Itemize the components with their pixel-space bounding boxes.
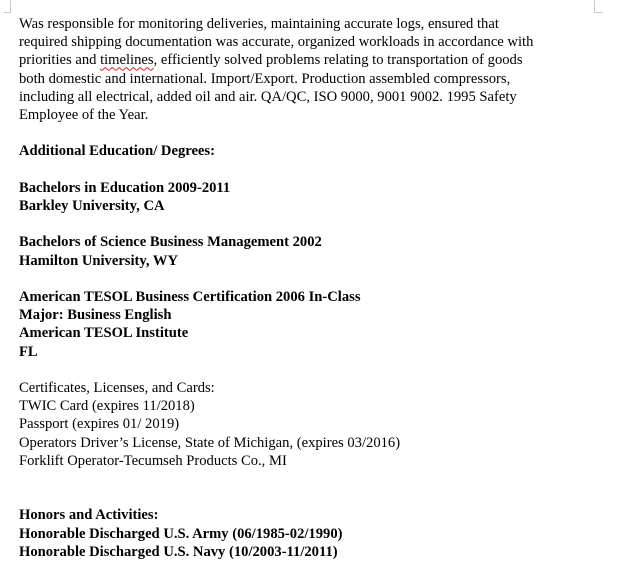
certificate-item: TWIC Card (expires 11/2018) — [19, 398, 195, 415]
page-corner-mark-left — [4, 0, 11, 13]
certification-title: American TESOL Business Certification 2006 In-Class — [19, 288, 361, 305]
honors-heading: Honors and Activities: — [19, 507, 159, 524]
degree-school: Hamilton University, WY — [19, 252, 179, 269]
experience-line: required shipping documentation was accurate, organized workloads in accordance with — [19, 34, 534, 51]
spelling-flagged-word[interactable]: timelines — [100, 52, 154, 69]
experience-line: both domestic and international. Import/Export. Production assembled compressors, — [19, 70, 511, 87]
degree-school: Barkley University, CA — [19, 198, 165, 214]
page-corner-mark-right — [594, 0, 603, 13]
blank-line — [19, 124, 619, 142]
certification-state: FL — [19, 343, 38, 360]
experience-line: including all electrical, added oil and air. QA/QC, ISO 9000, 9001 9002. 1995 Safety — [19, 88, 517, 105]
certificate-item: Passport (expires 01/ 2019) — [19, 416, 180, 433]
experience-line-suffix: , efficiently solved problems relating to transportation of goods — [153, 52, 523, 69]
education-heading: Additional Education/ Degrees: — [19, 143, 215, 160]
blank-line — [19, 270, 619, 288]
certificate-item: Forklift Operator-Tecumseh Products Co., MI — [19, 452, 287, 469]
certification-institute: American TESOL Institute — [19, 325, 189, 342]
experience-line: Was responsible for monitoring deliveries, maintaining accurate logs, ensured that — [19, 16, 499, 32]
blank-lines — [19, 470, 619, 506]
honor-item: Honorable Discharged U.S. Army (06/1985-02/1990) — [19, 525, 343, 542]
degree-title: Bachelors in Education 2009-2011 — [19, 179, 231, 196]
document-body[interactable] — [19, 15, 619, 561]
honor-item: Honorable Discharged U.S. Navy (10/2003-11/2011) — [19, 543, 338, 560]
blank-line — [19, 161, 619, 179]
experience-line: Employee of the Year. — [19, 107, 149, 124]
certificate-item: Operators Driver’s License, State of Michigan, (expires 03/2016) — [19, 434, 401, 451]
experience-line-prefix: priorities and — [19, 52, 101, 69]
experience-line — [19, 51, 619, 69]
degree-title: Bachelors of Science Business Management 2002 — [19, 234, 322, 251]
experience-paragraph[interactable] — [19, 15, 619, 124]
certificates-heading: Certificates, Licenses, and Cards: — [19, 379, 215, 396]
certification-major: Major: Business English — [19, 307, 172, 324]
blank-line — [19, 215, 619, 233]
blank-line — [19, 361, 619, 379]
